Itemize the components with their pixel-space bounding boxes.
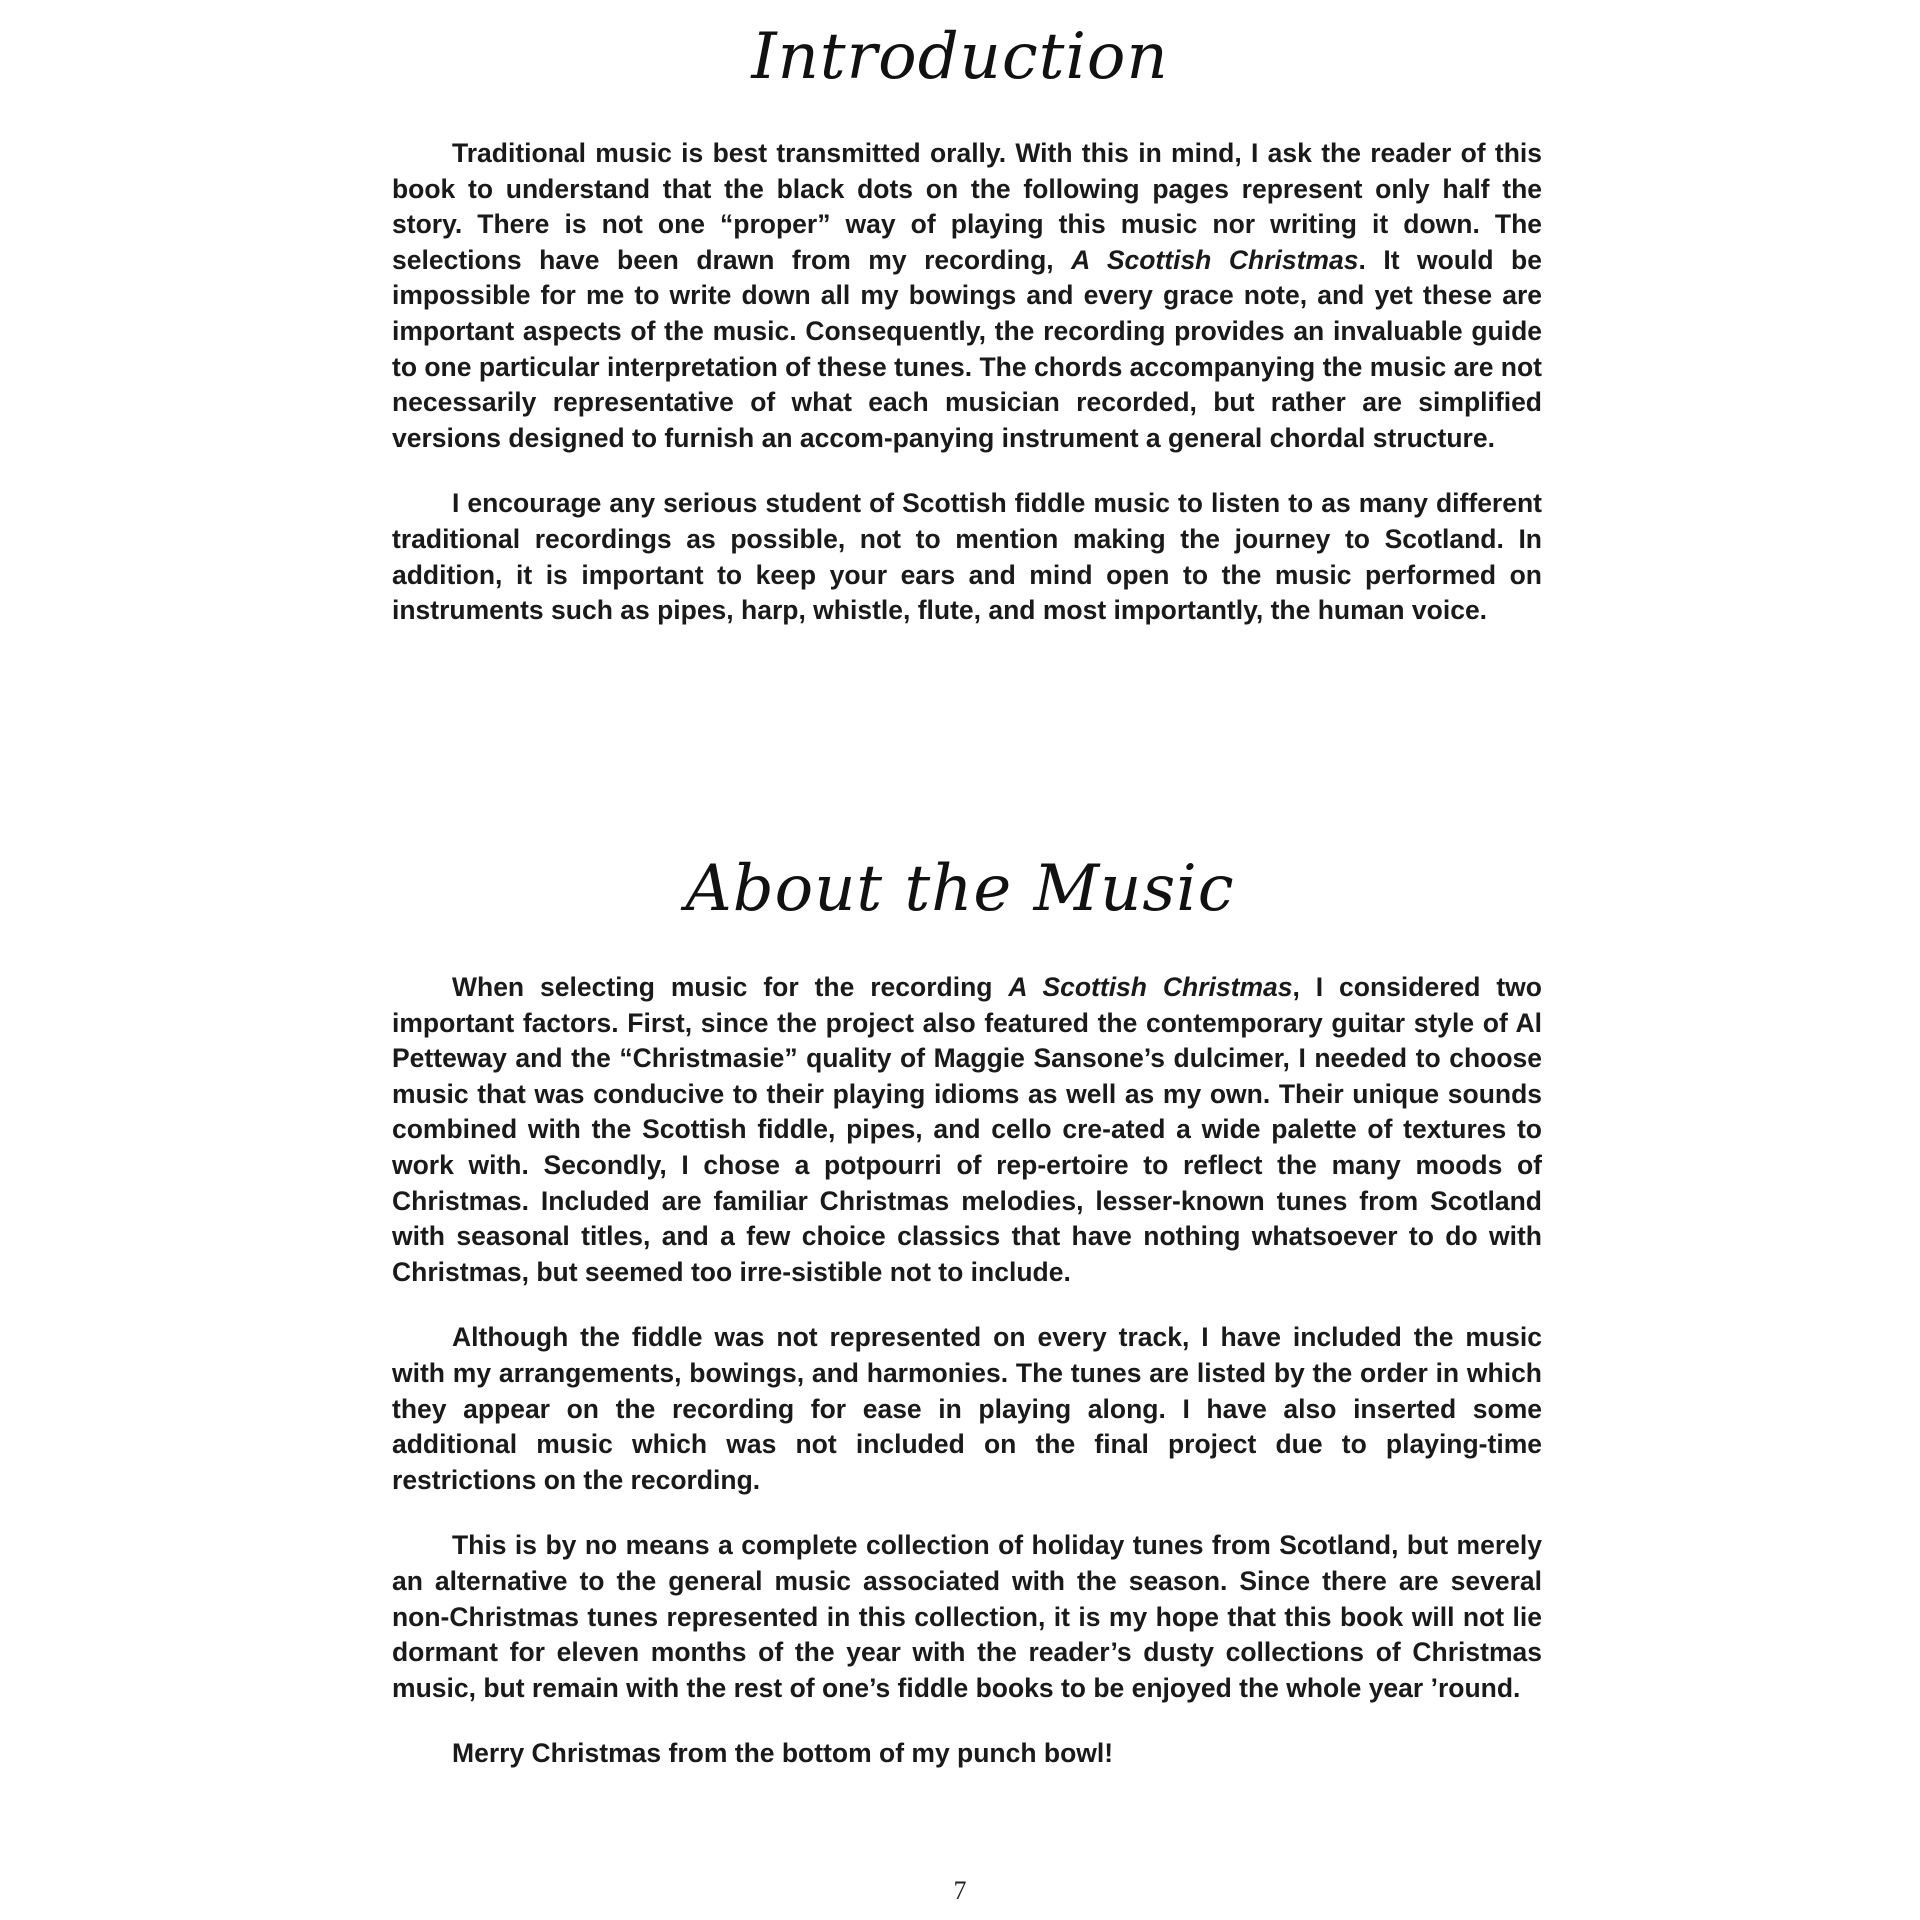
text-run: I encourage any serious student of Scottish fiddle music to listen to as many different traditional recordings as possible, not to mention making the journey to Scotland. In addition, it is important to keep your ears and mind open to the music performed on instruments such as pipes, harp, whistle, flute, and most importantly, the human voice. <box>392 488 1542 626</box>
text-run: When selecting music for the recording <box>452 972 1009 1002</box>
text-run: Although the fiddle was not represented on every track, I have included the music with my arrangements, bowings, and harmonies. The tunes are listed by the order in which they appear on the recording for ease in playing along. I have also inserted some additional music which was not included on the final project due to playing-time restrictions on the recording. <box>392 1322 1542 1495</box>
paragraph <box>392 1320 1542 1498</box>
text-run: Merry Christmas from the bottom of my punch bowl! <box>452 1738 1114 1769</box>
about-the-music-section <box>392 970 1542 1802</box>
page-number: 7 <box>953 1876 967 1905</box>
introduction-heading: Introduction <box>751 20 1169 94</box>
about-the-music-heading: About the Music <box>685 852 1235 926</box>
paragraph <box>392 970 1542 1290</box>
text-run: . It would be impossible for me to write down all my bowings and every grace note, and yet these are important aspects of the music. Consequently, the recording provides an invaluable guide to one particular interpretation of these tunes. The chords accompanying the music are not necessarily representative of what each musician recorded, but rather are simplified versions designed to furnish an accom-panying instrument a general chordal structure. <box>392 244 1543 453</box>
paragraph <box>392 136 1542 456</box>
paragraph <box>392 1528 1542 1706</box>
italic-title: A Scottish Christmas <box>1071 244 1359 275</box>
introduction-section <box>392 136 1542 659</box>
paragraph <box>392 486 1542 628</box>
italic-title: A Scottish Christmas <box>1008 972 1293 1002</box>
text-run: This is by no means a complete collection of holiday tunes from Scotland, but merely an alternative to the general music associated with the season. Since there are several non-Christmas tunes represented in this collection, it is my hope that this book will not lie dormant for eleven months of the year with the reader’s dusty collections of Christmas music, but remain with the rest of one’s fiddle books to be enjoyed the whole year ’round. <box>392 1530 1542 1703</box>
paragraph <box>392 1736 1542 1772</box>
text-run: , I considered two important factors. First, since the project also featured the contemporary guitar style of Al Petteway and the “Christmasie” quality of Maggie Sansone’s dulcimer, I needed to choose music that was conducive to their playing idioms as well as my own. Their unique sounds combined with the Scottish fiddle, pipes, and cello cre-ated a wide palette of textures to work with. Secondly, I chose a potpourri of rep-ertoire to reflect the many moods of Christmas. Included are familiar Christmas melodies, lesser-known tunes from Scotland with seasonal titles, and a few choice classics that have nothing whatsoever to do with Christmas, but seemed too irre-sistible not to include. <box>392 972 1542 1287</box>
text-run: Traditional music is best transmitted orally. With this in mind, I ask the reader of this book to understand that the black dots on the following pages represent only half the story. There is not one “proper” way of playing this music nor writing it down. The selections have been drawn from my recording, <box>392 138 1542 275</box>
